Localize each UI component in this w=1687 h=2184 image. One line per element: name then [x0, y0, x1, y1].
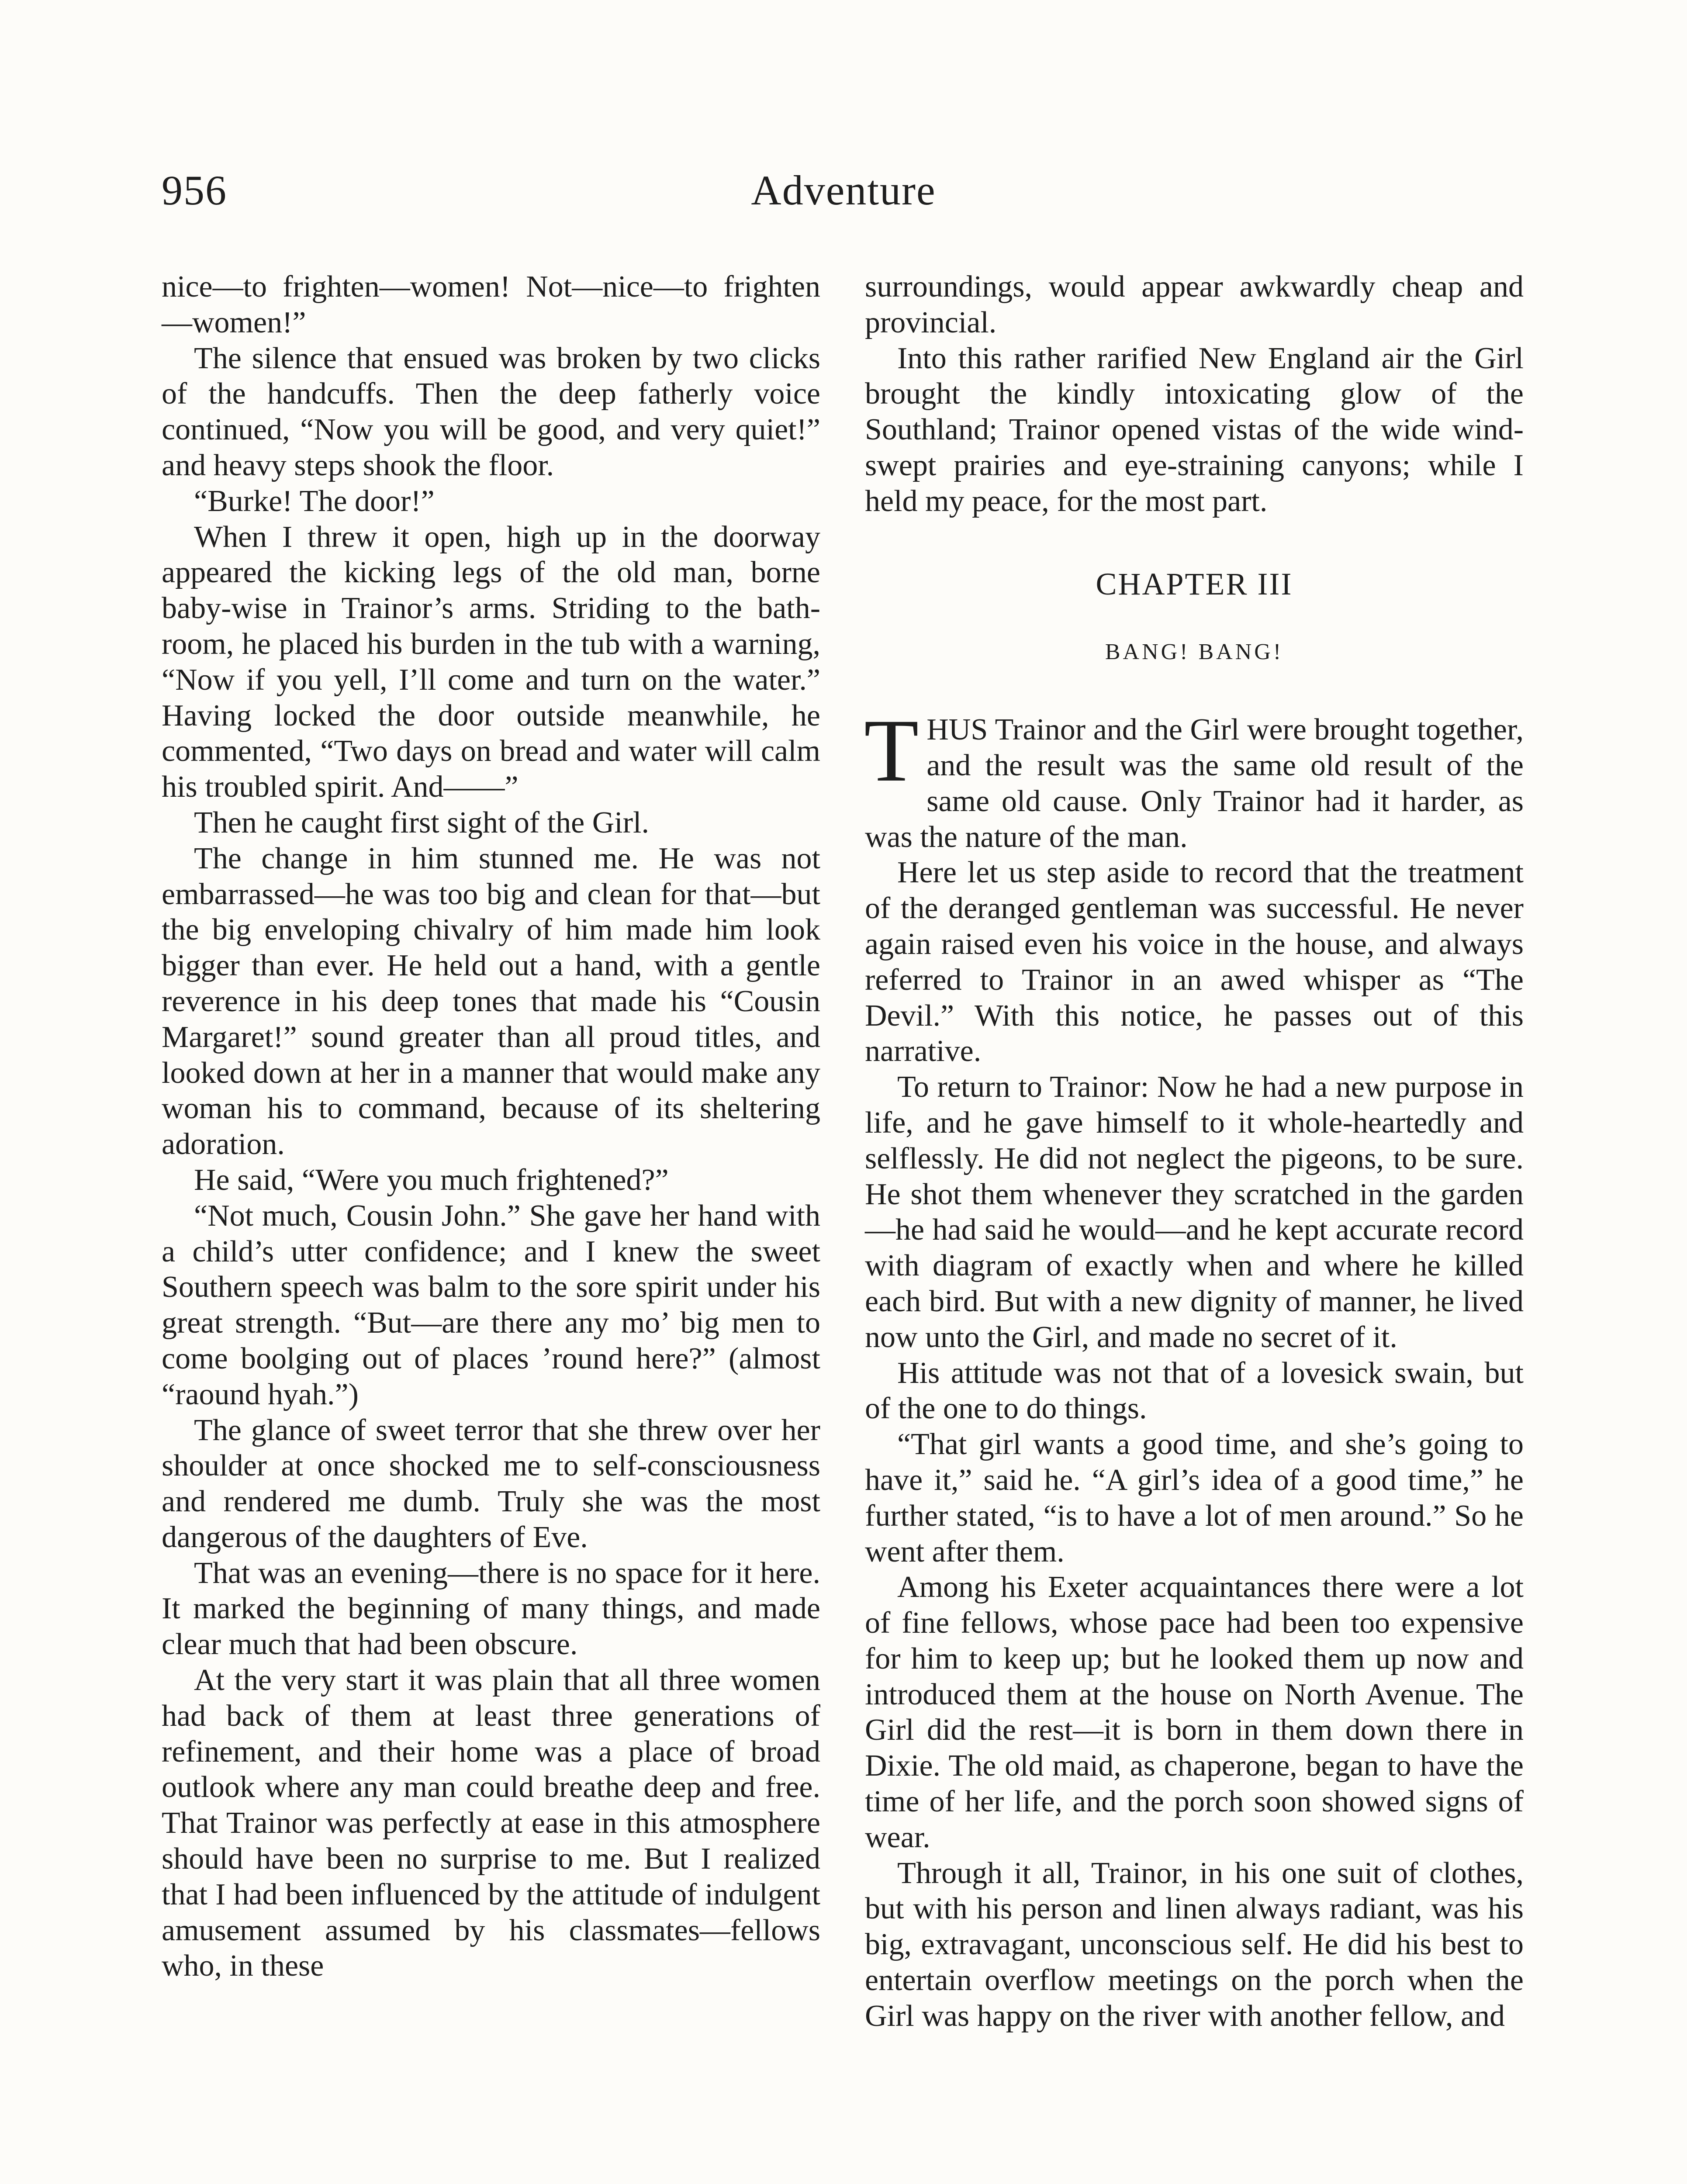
paragraph: That was an evening—there is no space for it here. It marked the beginning of many things, and made clear much that had been obscure.: [162, 1556, 820, 1662]
chapter-heading: CHAPTER III: [1096, 566, 1293, 601]
paragraph: “That girl wants a good time, and she’s going to have it,” said he. “A girl’s idea of a good time,” he further stated, “is to have a lot of men around.” So he went after them.: [865, 1427, 1524, 1569]
paragraph: Then he caught first sight of the Girl.: [194, 805, 649, 840]
page-header: [157, 166, 1530, 236]
chapter-subtitle: BANG! BANG!: [1105, 639, 1284, 665]
paragraph: His attitude was not that of a lovesick swain, but of the one to do things.: [865, 1356, 1524, 1426]
paragraph: Among his Exeter acquaintances there were a lot of fine fellows, whose pace had been too expensive for him to keep up; but he looked them up now and introduced them at the house on North Avenue. The Girl did the rest—it is born in them down there in Dixie. The old maid, as chaperone, began to have the time of her life, and the porch soon showed signs of wear.: [865, 1570, 1524, 1854]
paragraph: At the very start it was plain that all three women had back of them at least three generations of refinement, and their home was a place of broad outlook where any man could breathe deep and free. That Trainor was perfectly at ease in this atmosphere should have been no surprise to me. But I realized that I had been influenced by the attitude of indulgent amusement assumed by his classmates—fellows who, in these: [162, 1663, 820, 1983]
right-column: [865, 269, 1524, 2034]
paragraph: To return to Trainor: Now he had a new purpose in life, and he gave himself to it whole-heartedly and selflessly. He did not neglect the pigeons, to be sure. He shot them whenever they scratched in the garden —he had said he would—and he kept accurate record with diagram of exactly when and where he killed each bird. But with a new dignity of manner, he lived now unto the Girl, and made no secret of it.: [865, 1070, 1524, 1354]
paragraph: Here let us step aside to record that the treatment of the deranged gentleman was successful. He never again raised even his voice in the house, and always referred to Trainor in an awed whisper as “The Devil.” With this notice, he passes out of this narrative.: [865, 856, 1524, 1068]
paragraph: The glance of sweet terror that she threw over her shoulder at once shocked me to self-consciousness and rendered me dumb. Truly she was the most dangerous of the daughters of Eve.: [162, 1413, 820, 1554]
magazine-title: Adventure: [751, 167, 936, 214]
paragraph: The silence that ensued was broken by two clicks of the handcuffs. Then the deep fatherly voice continued, “Now you will be good, and very quiet!” and heavy steps shook the floor.: [162, 341, 820, 482]
paragraph: He said, “Were you much frightened?”: [194, 1163, 669, 1197]
paragraph-text: HUS Trainor and the Girl were brought together, and the result was the same old result of the same old cause. Only Trainor had it harder, as was the nature of the man.: [865, 713, 1524, 854]
chapter-opening-paragraph: [864, 701, 1524, 855]
paragraph: nice—to frighten—women! Not—nice—to frighten—women!”: [162, 270, 820, 339]
paragraph: The change in him stunned me. He was not embarrassed—he was too big and clean for that—but the big enveloping chivalry of him made him look bigger than ever. He held out a hand, with a gentle reverence in his deep tones that made his “Cousin Margaret!” sound greater than all proud titles, and looked down at her in a manner that would make any woman his to command, because of its sheltering adoration.: [162, 841, 820, 1161]
paragraph: Through it all, Trainor, in his one suit of clothes, but with his person and linen always radiant, was his big, extravagant, unconscious self. He did his best to entertain overflow meetings on the porch when the Girl was happy on the river with another fellow, and: [865, 1856, 1524, 2033]
paragraph: Into this rather rarified New England air the Girl brought the kindly intoxicating glow of the Southland; Trainor opened vistas of the wide wind-swept prairies and eye-straining canyons; while I held my peace, for the most part.: [865, 341, 1524, 518]
paragraph: surroundings, would appear awkwardly cheap and provincial.: [865, 270, 1524, 339]
paragraph: “Burke! The door!”: [194, 484, 435, 518]
left-column: [162, 269, 820, 1984]
page-number: 956: [162, 167, 227, 214]
paragraph: “Not much, Cousin John.” She gave her hand with a child’s utter confidence; and I knew the sweet Southern speech was balm to the sore spirit under his great strength. “But—are there any mo’ big men to come boolging out of places ’round here?” (almost “raound hyah.”): [162, 1199, 820, 1411]
paragraph: When I threw it open, high up in the doorway appeared the kicking legs of the old man, borne baby-wise in Trainor’s arms. Striding to the bath-room, he placed his burden in the tub with a warning, “Now if you yell, I’ll come and turn on the water.” Having locked the door outside meanwhile, he commented, “Two days on bread and water will calm his troubled spirit. And——”: [162, 520, 820, 804]
drop-cap: T: [864, 701, 919, 801]
